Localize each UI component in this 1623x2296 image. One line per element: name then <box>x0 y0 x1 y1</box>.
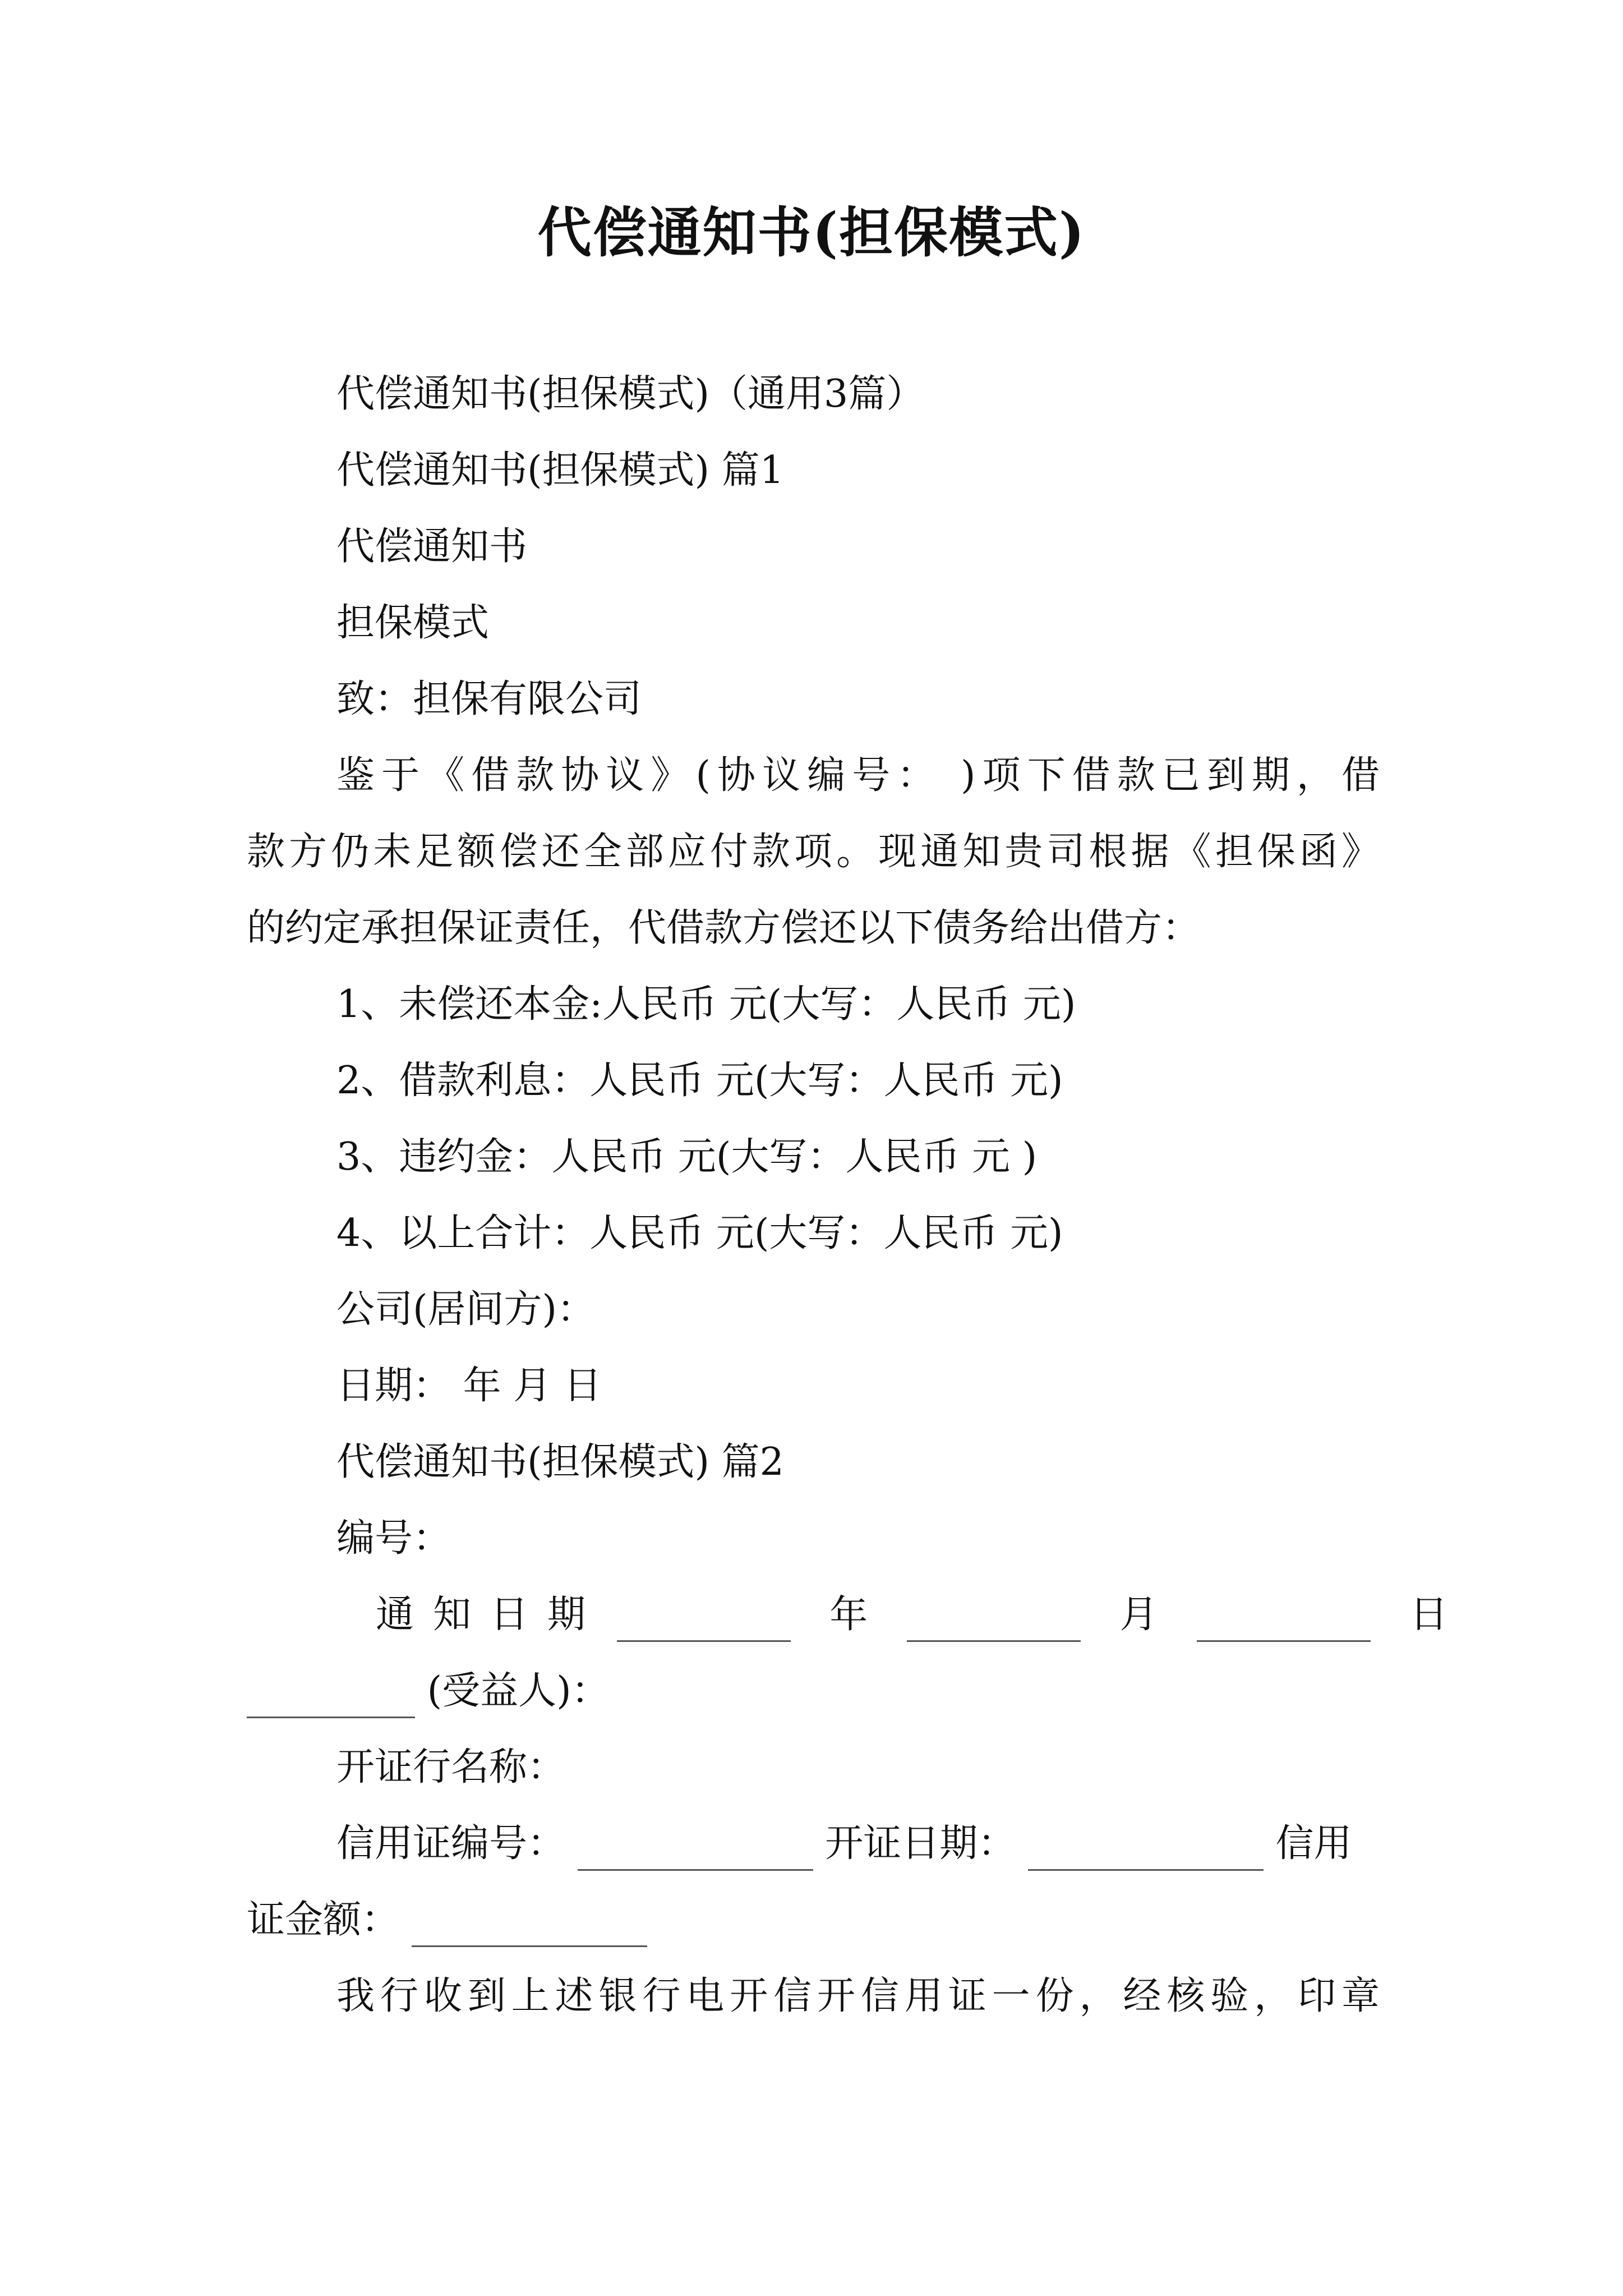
lc-number-blank <box>578 1829 813 1871</box>
beneficiary-label: (受益人)： <box>427 1669 610 1713</box>
year-blank <box>617 1600 791 1642</box>
debt-item-interest: 2、借款利息：人民币 元(大写：人民币 元) <box>336 1059 1063 1103</box>
lc-amount-label-end: 证金额： <box>247 1898 400 1942</box>
beneficiary-line <box>247 1664 610 1718</box>
day-blank <box>1197 1600 1371 1642</box>
subheading-mode: 担保模式 <box>336 601 490 645</box>
date-line: 日期： 年 月 日 <box>336 1364 602 1408</box>
heading-part-2: 代偿通知书(担保模式) 篇2 <box>336 1440 784 1484</box>
heading-collection: 代偿通知书(担保模式)（通用3篇） <box>336 372 925 416</box>
document-title: 代偿通知书(担保模式) <box>537 201 1086 264</box>
body-paragraph-line-3: 的约定承担保证责任，代借款方偿还以下债务给出借方： <box>247 906 1201 950</box>
body-paragraph-line-1: 鉴于《借款协议》(协议编号： )项下借款已到期，借 <box>336 753 1380 798</box>
lc-amount-line <box>247 1893 647 1947</box>
beneficiary-blank <box>247 1676 415 1718</box>
issuing-bank-line: 开证行名称： <box>336 1745 566 1789</box>
lc-amount-label-start: 信用 <box>1275 1821 1352 1866</box>
day-label: 日 <box>1409 1593 1448 1637</box>
lc-amount-blank <box>412 1905 647 1947</box>
closing-paragraph-line: 我行收到上述银行电开信开信用证一份，经核验，印章 <box>336 1974 1380 2018</box>
lc-number-label: 信用证编号： <box>336 1821 566 1866</box>
debt-item-total: 4、以上合计：人民币 元(大写：人民币 元) <box>336 1211 1063 1255</box>
lc-info-line <box>336 1817 1352 1871</box>
addressee-line: 致：担保有限公司 <box>336 677 642 721</box>
company-signature-line: 公司(居间方)： <box>336 1287 596 1332</box>
year-label: 年 <box>829 1593 868 1637</box>
heading-part-1: 代偿通知书(担保模式) 篇1 <box>336 448 784 493</box>
number-line: 编号： <box>336 1516 451 1561</box>
notice-date-label: 通知日期 <box>376 1593 605 1637</box>
month-blank <box>907 1600 1081 1642</box>
issue-date-blank <box>1028 1829 1264 1871</box>
debt-item-principal: 1、未偿还本金:人民币 元(大写：人民币 元) <box>336 982 1076 1027</box>
debt-item-penalty: 3、违约金：人民币 元(大写：人民币 元 ) <box>336 1135 1038 1179</box>
issue-date-label: 开证日期： <box>825 1821 1016 1866</box>
subheading-notice: 代偿通知书 <box>336 524 528 569</box>
month-label: 月 <box>1119 1593 1158 1637</box>
notice-date-line <box>376 1588 1448 1642</box>
body-paragraph-line-2: 款方仍未足额偿还全部应付款项。现通知贵司根据《担保函》 <box>247 830 1380 874</box>
